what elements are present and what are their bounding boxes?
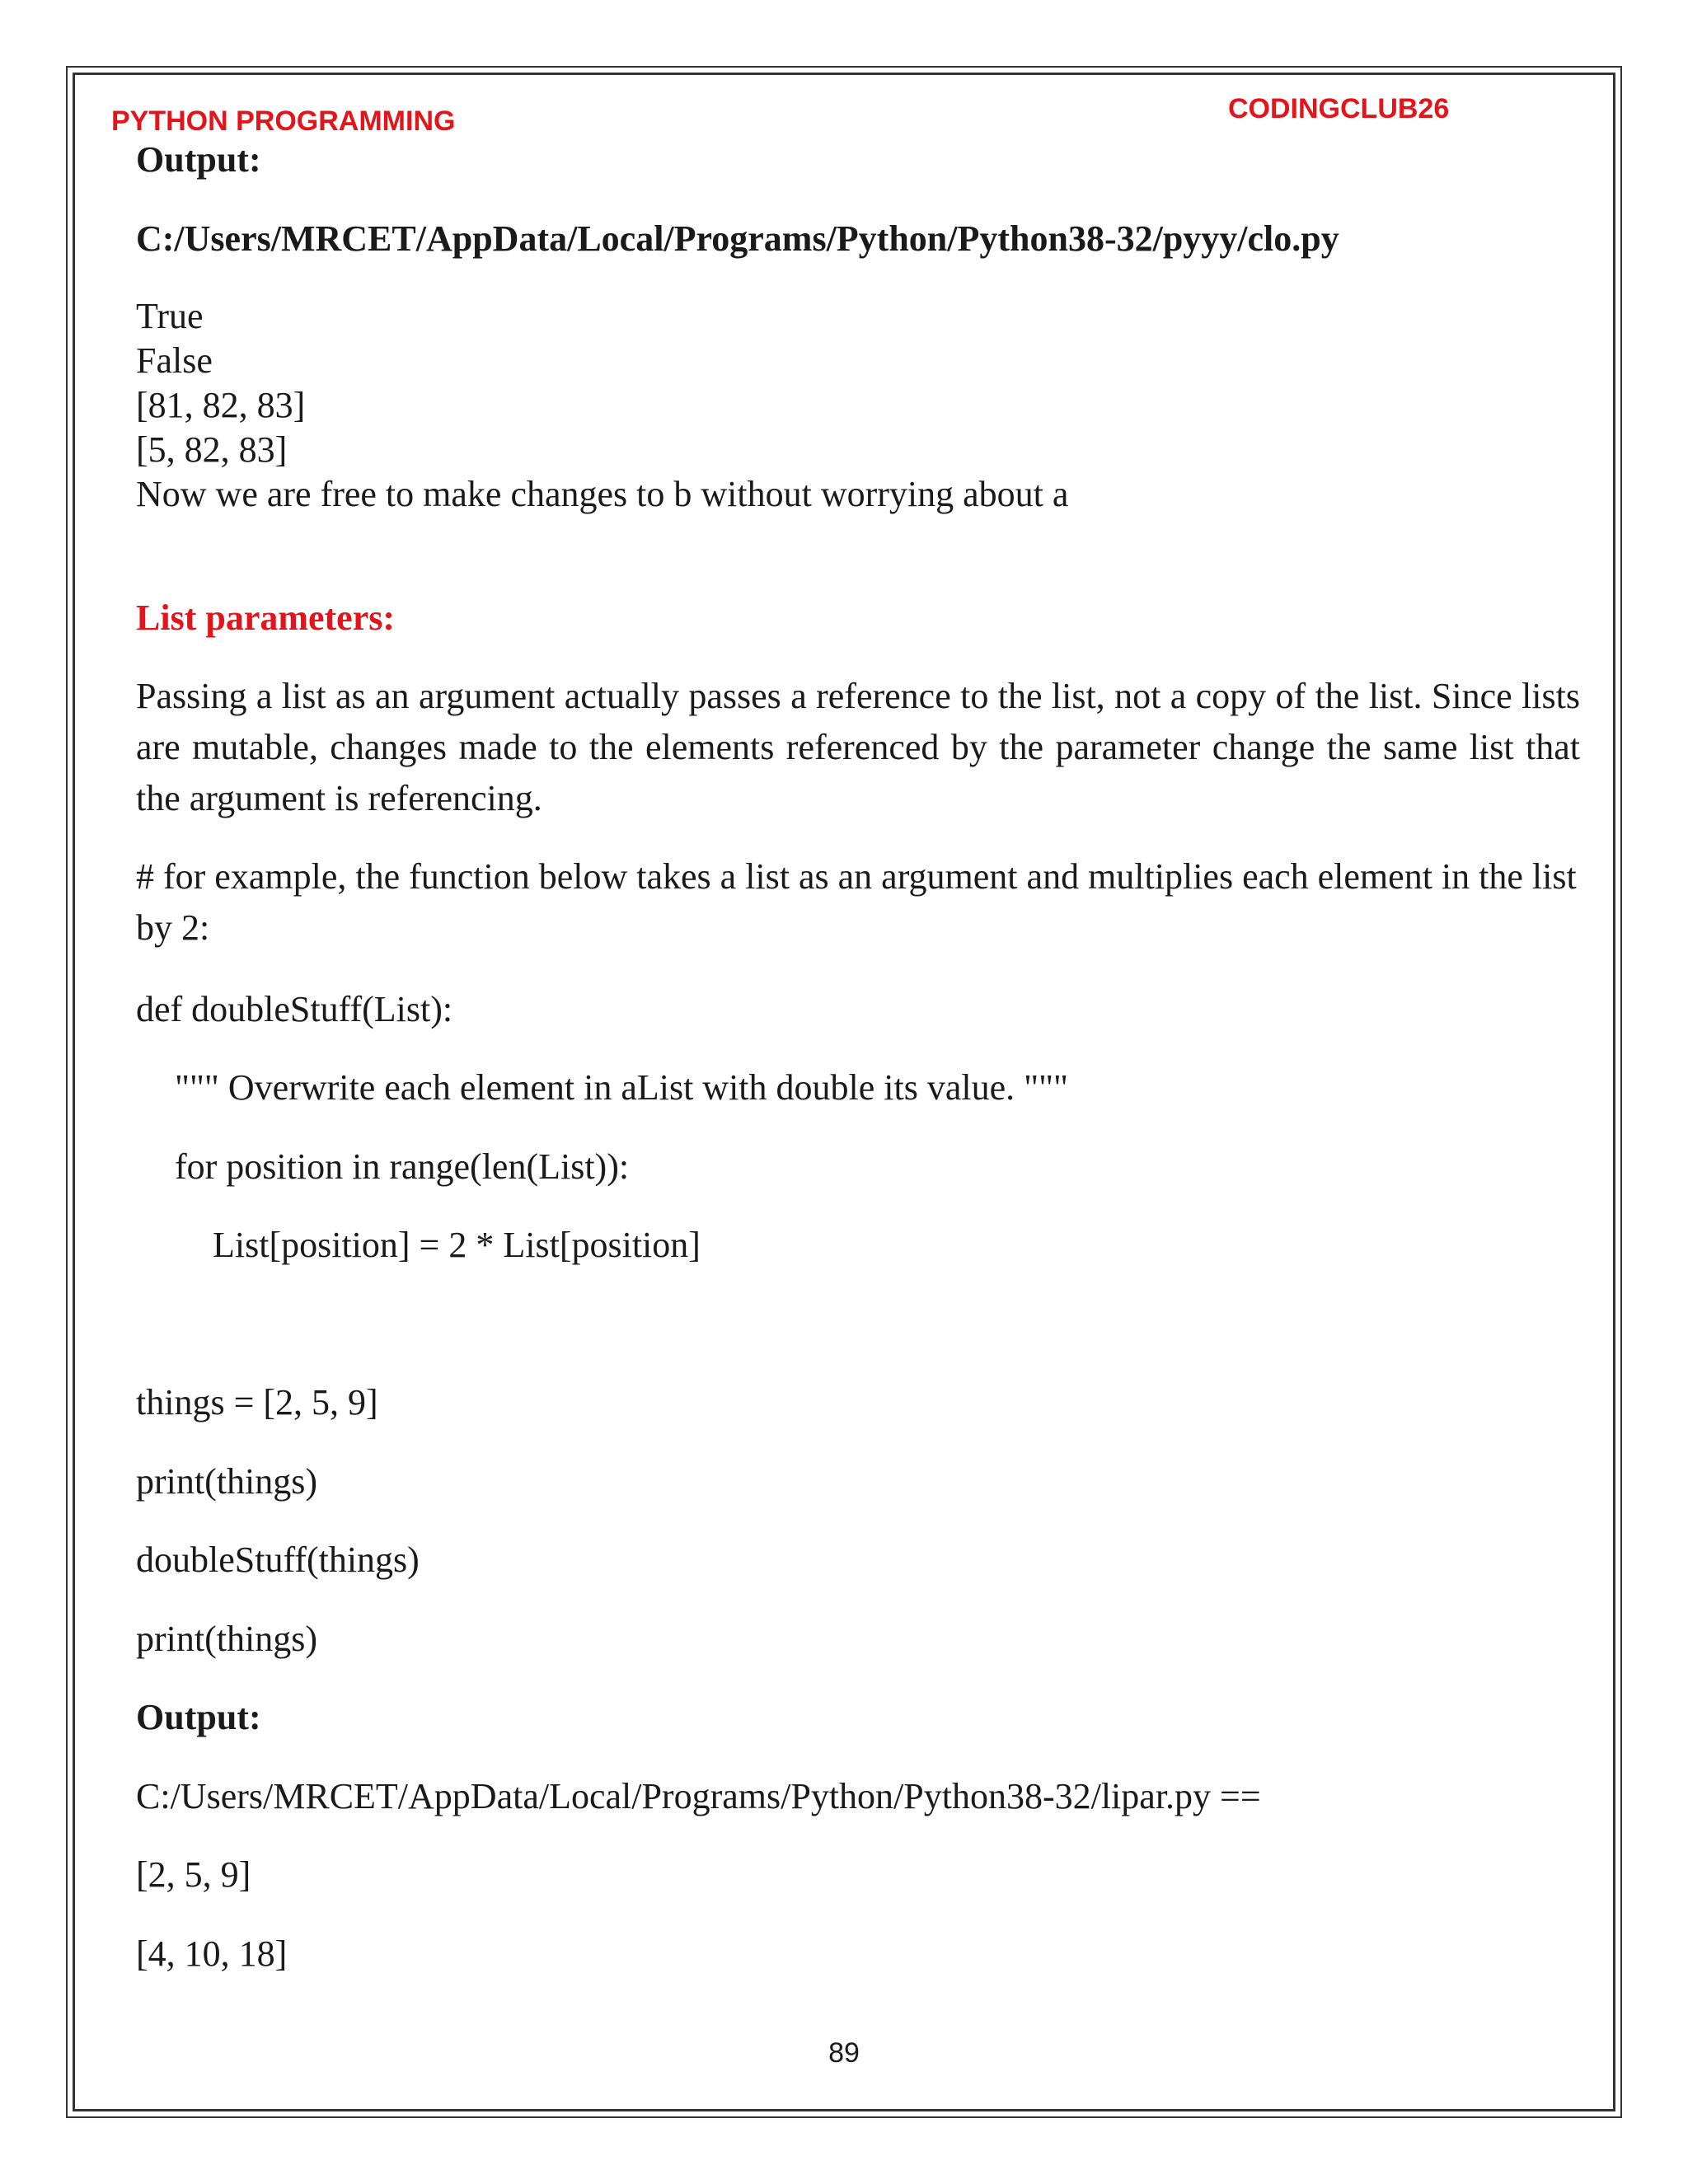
code-docstring: """ Overwrite each element in aList with double its value. """ [175, 1067, 1069, 1108]
output-path-1: C:/Users/MRCET/AppData/Local/Programs/Python/Python38-32/pyyy/clo.py [136, 218, 1339, 259]
section-heading: List parameters: [136, 598, 396, 638]
header-right-title: CODINGCLUB26 [1228, 93, 1450, 124]
output-line-list-a: [81, 82, 83] [136, 385, 306, 425]
output2-line-2: [4, 10, 18] [136, 1933, 288, 1974]
output2-line-1: [2, 5, 9] [136, 1854, 251, 1895]
output-line-false: False [136, 340, 213, 381]
output-heading-2: Output: [136, 1697, 261, 1737]
code-print-1: print(things) [136, 1461, 317, 1502]
output-line-list-b: [5, 82, 83] [136, 429, 288, 470]
code-print-2: print(things) [136, 1619, 317, 1659]
code-things-line: things = [2, 5, 9] [136, 1382, 378, 1422]
output-heading-1: Output: [136, 139, 261, 180]
section-paragraph: Passing a list as an argument actually passes a reference to the list, not a copy of the list. Since lists are mutable, changes made to the elements referenced by the parameter change the same list that the argument is referencing. [136, 676, 1580, 818]
code-call-line: doubleStuff(things) [136, 1540, 420, 1580]
output-line-note: Now we are free to make changes to b without worrying about a [136, 474, 1069, 514]
header-left-title: PYTHON PROGRAMMING [111, 105, 456, 137]
code-for-line: for position in range(len(List)): [175, 1146, 630, 1187]
output-line-true: True [136, 296, 204, 336]
output-path-2: C:/Users/MRCET/AppData/Local/Programs/Python/Python38-32/lipar.py == [136, 1776, 1261, 1816]
section-comment: # for example, the function below takes a list as an argument and multiplies each element in the list by 2: [136, 856, 1577, 948]
code-body-line: List[position] = 2 * List[position] [213, 1225, 701, 1265]
page-number: 89 [828, 2037, 860, 2069]
code-def-line: def doubleStuff(List): [136, 989, 453, 1029]
